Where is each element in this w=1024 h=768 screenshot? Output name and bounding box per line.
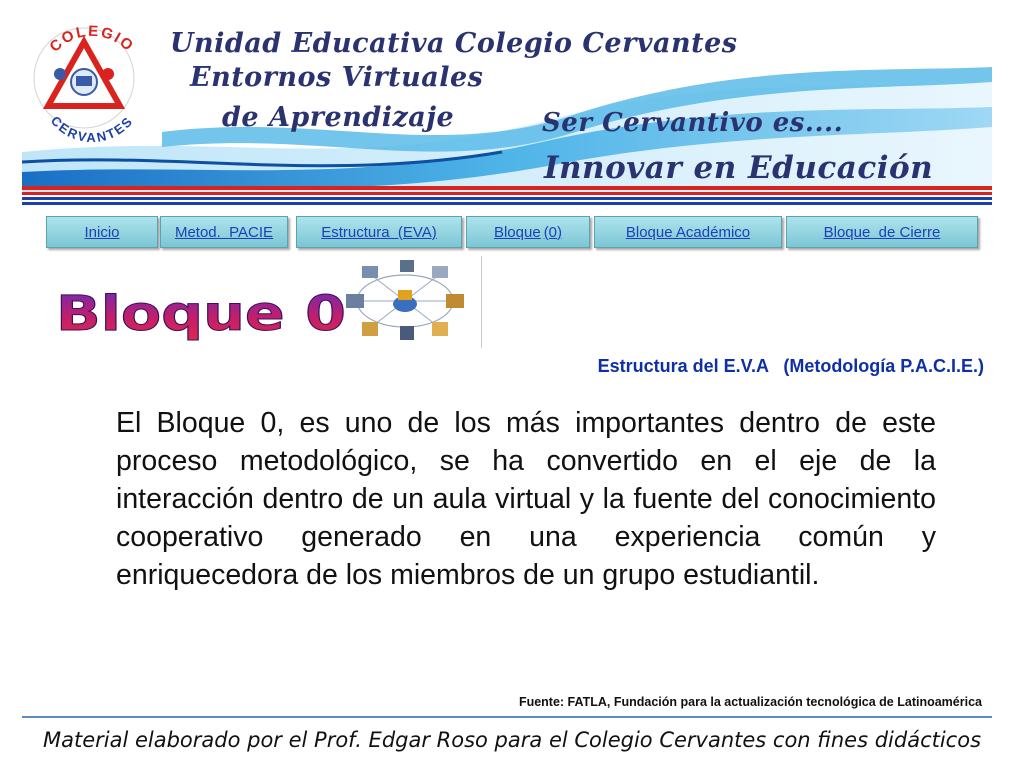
body-paragraph: El Bloque 0, es uno de los más importantes dentro de este proceso metodológico, se ha convertido en el eje de la interacción dentro de un aula virtual y la fuente del conocimiento cooperativo generado en una experiencia común y enriquecedora de los miembros de un grupo estudiantil. [116, 407, 936, 591]
nav-metod-pacie[interactable] [160, 216, 288, 248]
nav-bloque-suffix: (0) [543, 223, 563, 241]
logo-text [30, 20, 160, 150]
svg-text:Bloque 0: Bloque 0 [56, 286, 346, 342]
nav-bloque-0[interactable] [466, 216, 590, 248]
nav-bloque-academico[interactable] [594, 216, 782, 248]
section-subtitle: Estructura del E.V.A (Metodología P.A.C.I.E.) [597, 356, 984, 376]
nav-estructura-eva[interactable] [296, 216, 462, 248]
nav-bloque-academico-label: Bloque Académico [625, 223, 751, 241]
footer-credit: Material elaborado por el Prof. Edgar Roso para el Colegio Cervantes con fines didácticos [42, 728, 982, 752]
nav-metod-pacie-label: Metod. PACIE [174, 223, 274, 241]
vertical-divider [481, 256, 482, 348]
slogan-line2: Innovar en Educación [544, 150, 934, 186]
slogan-line1: Ser Cervantivo es.... [542, 108, 844, 138]
svg-text:CERVANTES: CERVANTES [47, 112, 137, 146]
header-subtitle-line2: de Aprendizaje [222, 102, 455, 133]
source-citation: Fuente: FATLA, Fundación para la actualización tecnológica de Latinoamérica [518, 695, 982, 709]
header-stripes [22, 186, 992, 206]
header-subtitle-line1: Entornos Virtuales [190, 62, 484, 93]
header-title: Unidad Educativa Colegio Cervantes [170, 28, 738, 59]
nav-bloque-label: Bloque [493, 223, 541, 241]
nav-inicio[interactable] [46, 216, 158, 248]
nav-bloque-cierre[interactable] [786, 216, 978, 248]
nav-inicio-label: Inicio [84, 223, 120, 241]
svg-text:COLEGIO: COLEGIO [46, 22, 138, 56]
top-navigation [46, 216, 978, 250]
network-diagram-image [340, 260, 470, 342]
header-banner [22, 12, 992, 194]
nav-estructura-eva-label: Estructura (EVA) [321, 223, 437, 241]
footer-divider [22, 716, 992, 718]
nav-bloque-cierre-label: Bloque de Cierre [823, 223, 941, 241]
bloque-0-title-graphic [52, 282, 352, 342]
